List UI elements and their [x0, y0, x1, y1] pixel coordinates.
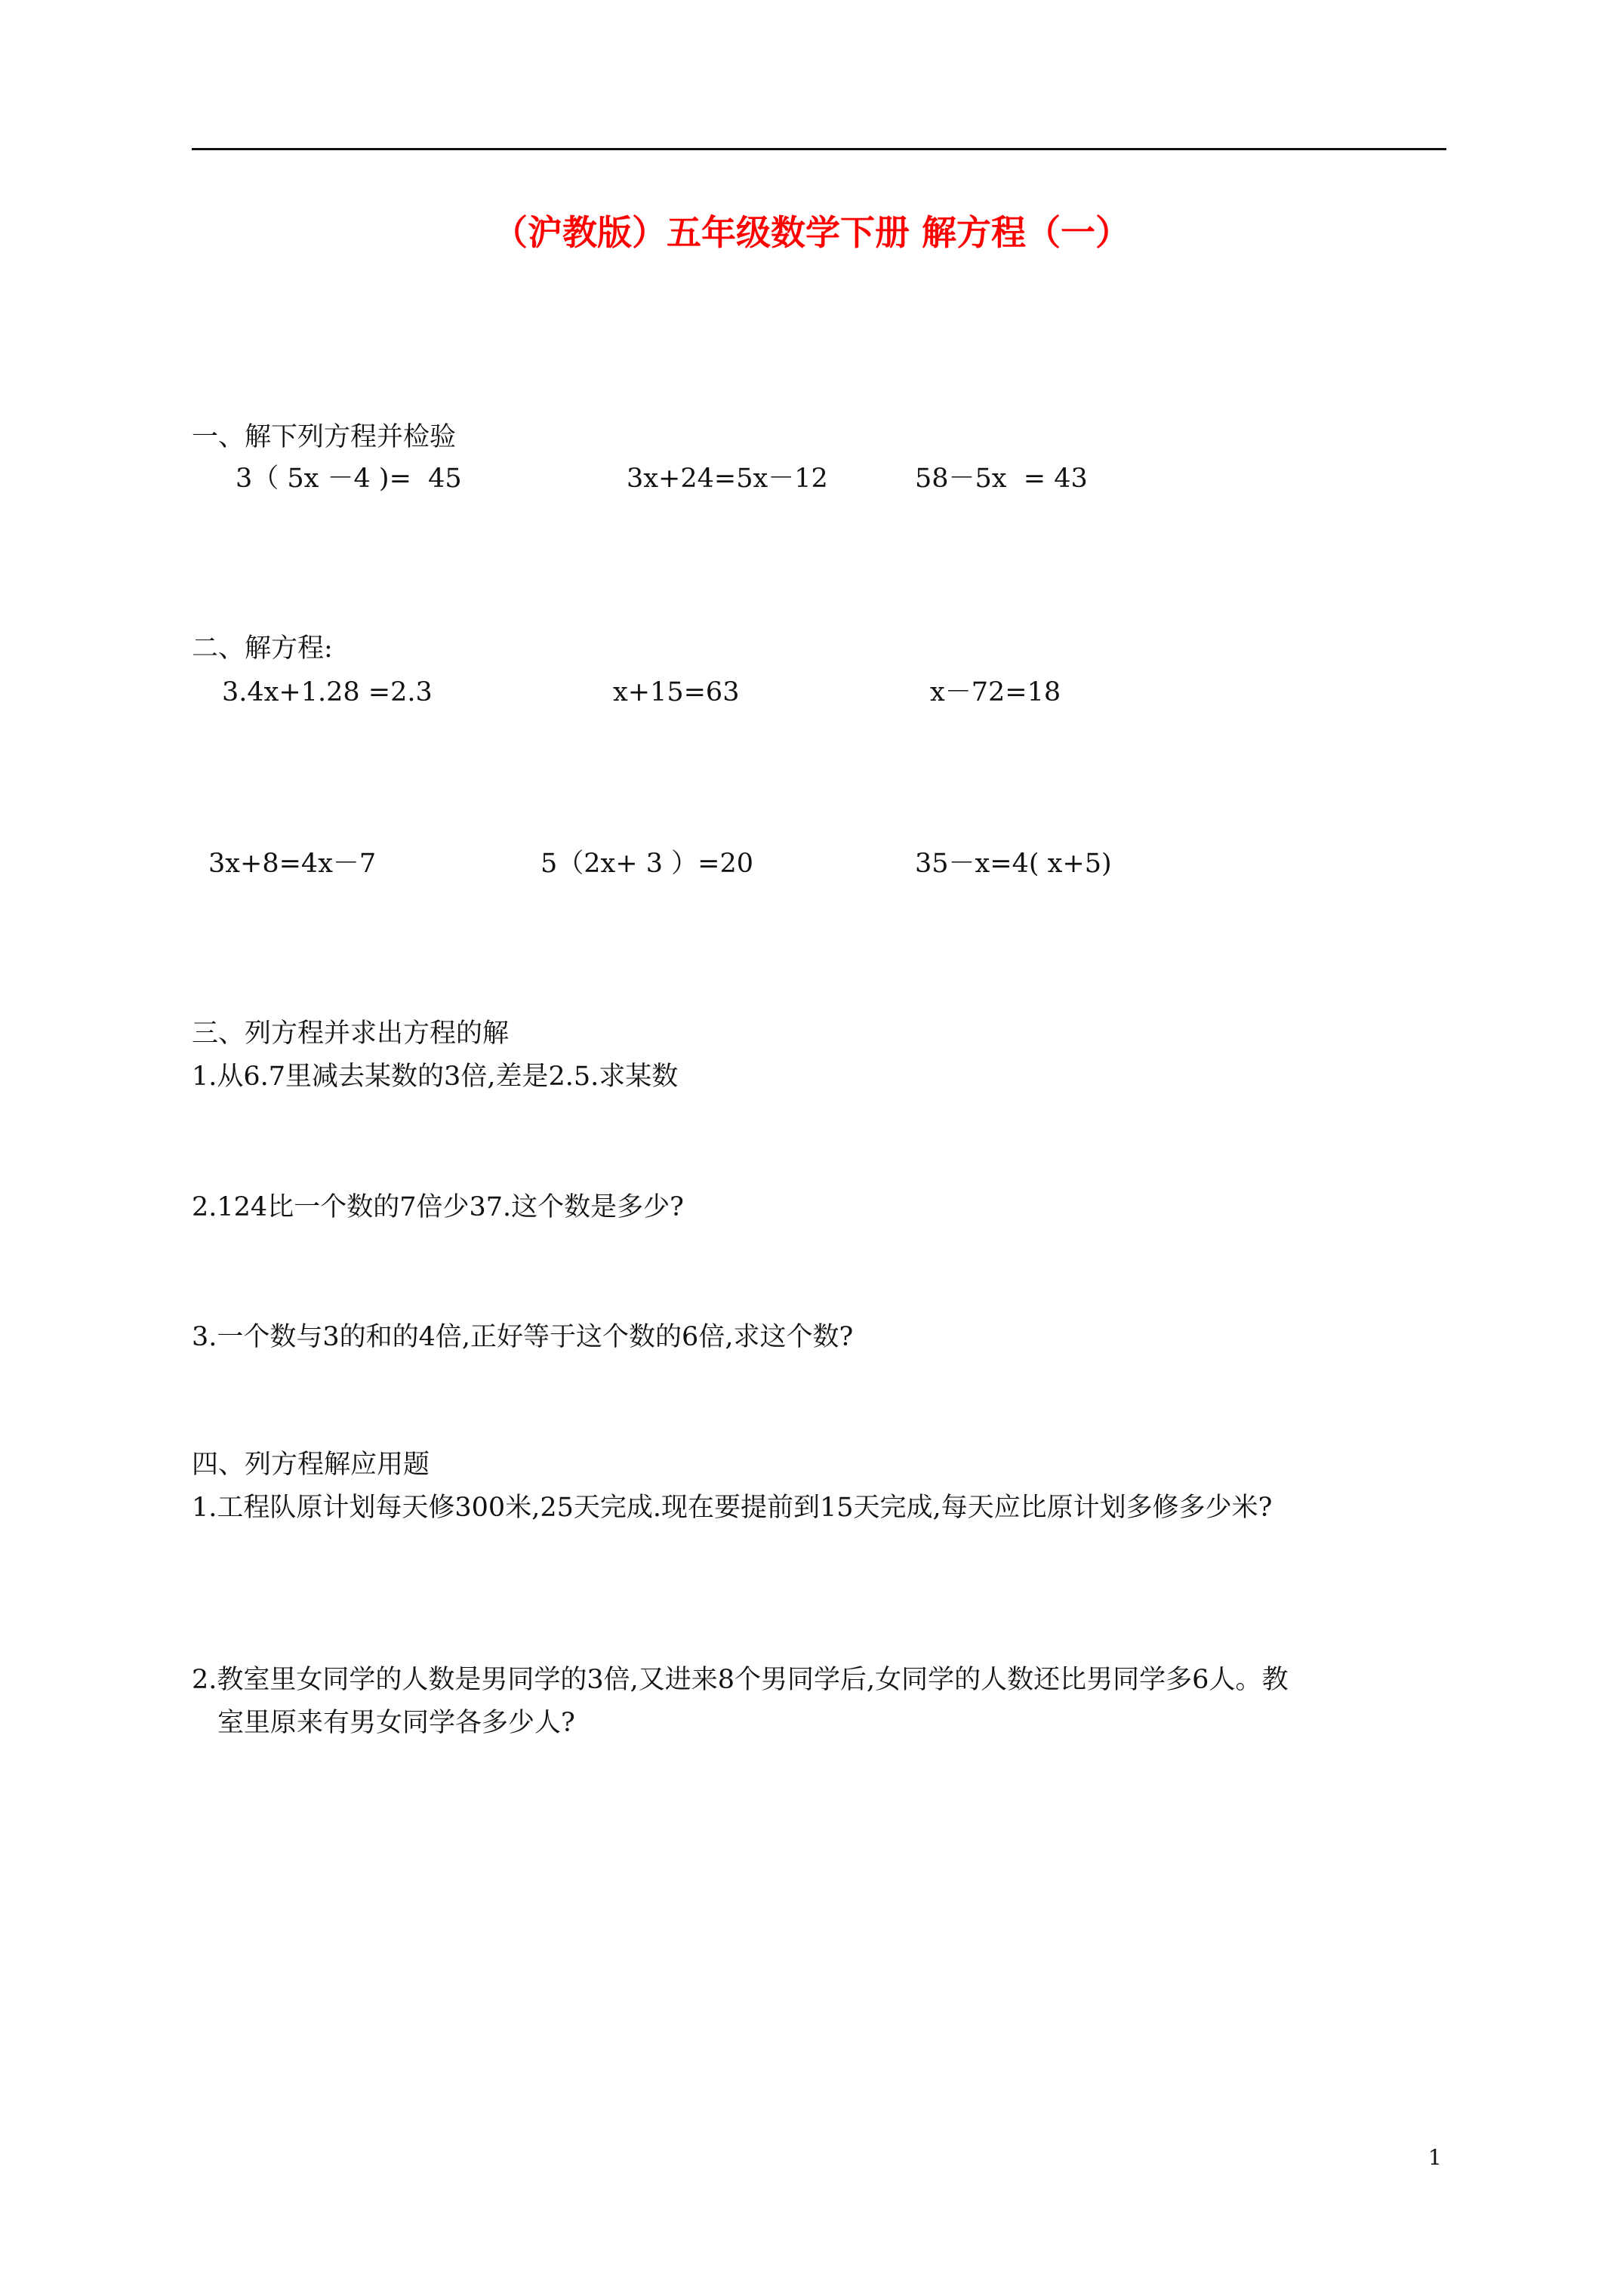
section4-heading: 四、列方程解应用题: [192, 1450, 430, 1480]
equation-1-2: 3x+24=5x－12: [627, 464, 828, 494]
equation-2-6: 35－x=4( x+5): [915, 849, 1112, 879]
header-rule: [192, 148, 1446, 150]
section2-heading: 二、解方程:: [192, 633, 333, 664]
equation-2-4: 3x+8=4x－7: [208, 849, 377, 879]
page-number: 1: [1428, 2145, 1442, 2170]
word-problem-4-1: 1.工程队原计划每天修300米,25天完成.现在要提前到15天完成,每天应比原计划多修多少米?: [192, 1493, 1273, 1523]
equation-2-5: 5（2x+ 3 ）=20: [540, 849, 753, 879]
section3-heading: 三、列方程并求出方程的解: [192, 1019, 510, 1049]
word-problem-3-1: 1.从6.7里减去某数的3倍,差是2.5.求某数: [192, 1062, 679, 1092]
equation-1-3: 58－5x = 43: [915, 464, 1088, 494]
word-problem-4-2-line2: 室里原来有男女同学各多少人?: [217, 1708, 575, 1738]
word-problem-3-3: 3.一个数与3的和的4倍,正好等于这个数的6倍,求这个数?: [192, 1322, 854, 1352]
word-problem-3-2: 2.124比一个数的7倍少37.这个数是多少?: [192, 1192, 684, 1222]
word-problem-4-2-line1: 2.教室里女同学的人数是男同学的3倍,又进来8个男同学后,女同学的人数还比男同学多6人。教: [192, 1665, 1289, 1695]
equation-1-1: 3（ 5x －4 )= 45: [236, 464, 462, 494]
page-title: （沪教版）五年级数学下册 解方程（一）: [492, 212, 1130, 253]
equation-2-1: 3.4x+1.28 =2.3: [222, 677, 433, 707]
section1-heading: 一、解下列方程并检验: [192, 422, 457, 452]
equation-2-2: x+15=63: [613, 677, 740, 707]
equation-2-3: x－72=18: [930, 677, 1061, 707]
